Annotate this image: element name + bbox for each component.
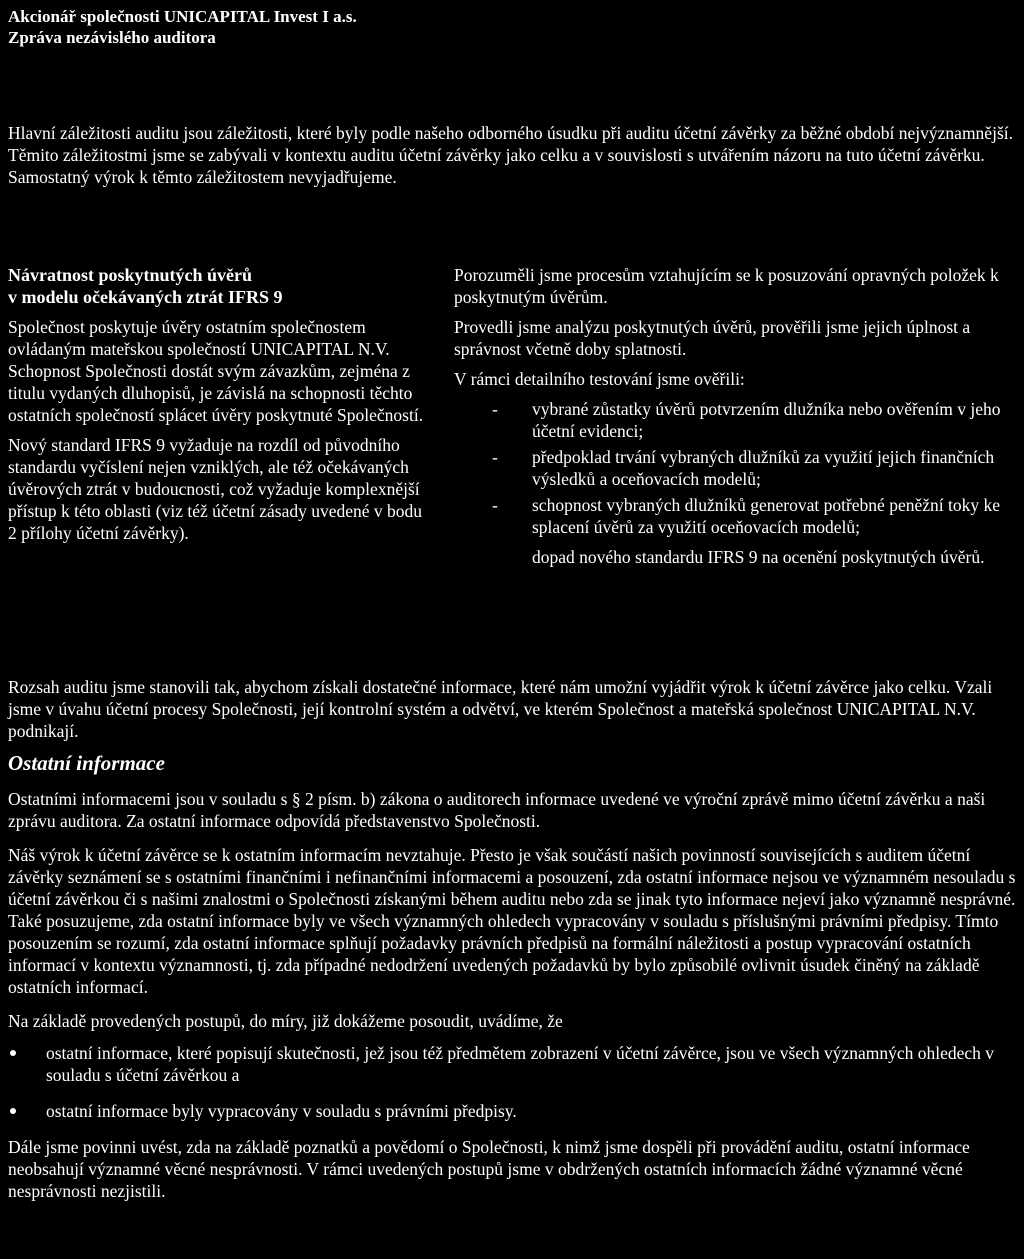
list-item-text: ostatní informace byly vypracovány v souladu s právními předpisy. [46,1101,517,1121]
dash-marker: - [492,495,498,515]
intro-paragraph: Hlavní záležitosti auditu jsou záležitosti, které byly podle našeho odborného úsudku při auditu účetní závěrky za běžné období nejvýznamnější. Těmito záležitostmi jsme se zabývali v kontextu auditu účetní závěrky jako celku a v souvislosti s utvářením názoru na tuto účetní závěrku. Samostatný výrok k těmto záležitostem nevyjadřujeme. [8,123,1013,187]
other-info-bullet-list [8,1042,1020,1122]
list-item-text: vybrané zůstatky úvěrů potvrzením dlužníka nebo ověřením v jeho účetní evidenci; [532,399,1001,441]
kam-right-paragraph-1: Porozuměli jsme procesům vztahujícím se k posuzování opravných položek k poskytnutým úvěrům. [454,265,999,307]
kam-description-column [8,264,428,552]
list-item [454,398,1024,442]
lower-section [8,676,1020,1210]
other-info-paragraph-1: Ostatními informacemi jsou v souladu s § 2 písm. b) zákona o auditorech informace uvedené ve výroční zprávě mimo účetní závěrku a naši zprávu auditora. Za ostatní informace odpovídá představenstvo Společnosti. [8,789,986,831]
kam-right-paragraph-3: V rámci detailního testování jsme ověřili: [454,369,745,389]
key-audit-matter [8,264,1024,624]
page-header [8,6,357,48]
bullet-dot-icon [10,1050,16,1056]
dash-marker: - [492,399,498,419]
list-item-text: předpoklad trvání vybraných dlužníků za využití jejich finančních výsledků a oceňovacích modelů; [532,447,995,489]
audit-scope-paragraph: Rozsah auditu jsme stanovili tak, abychom získali dostatečné informace, které nám umožní vyjádřit výrok k účetní závěrce jako celku. Vzali jsme v úvahu účetní procesy Společnosti, její kontrolní systém a odvětví, ve kterém Společnost a mateřská společnost UNICAPITAL N.V. podnikají. [8,677,993,741]
list-item [454,494,1024,538]
kam-procedure-list [454,398,1024,568]
other-info-paragraph-2: Náš výrok k účetní závěrce se k ostatním informacím nevztahuje. Přesto je však součástí našich povinností souvisejících s auditem účetní závěrky seznámení se s ostatními finančními i nefinančními informacemi a posouzení, zda ostatní informace nejsou ve významném nesouladu s účetní závěrkou či s našimi znalostmi o Společnosti získanými během auditu nebo zda se jinak tyto informace nejeví jako významně nesprávné. Také posuzujeme, zda ostatní informace byly ve všech významných ohledech vypracovány v souladu s příslušnými právními předpisy. Tímto posouzením se rozumí, zda ostatní informace splňují požadavky právních předpisů na formální náležitosti a postup vypracování ostatních informací v kontextu významnosti, tj. zda případné nedodržení uvedených požadavků by bylo způsobilé ovlivnit úsudek činěný na základě ostatních informací. [8,845,1016,997]
kam-left-paragraph-1: Společnost poskytuje úvěry ostatním společnostem ovládaným mateřskou společností UNICAPITAL N.V. Schopnost Společnosti dostát svým závazkům, zejména z titulu vydaných dluhopisů, je závislá na schopnosti těchto ostatních společností splácet úvěry poskytnuté Společností. [8,317,424,425]
kam-title [8,264,428,308]
list-item-text: dopad nového standardu IFRS 9 na ocenění poskytnutých úvěrů. [532,547,985,567]
kam-left-paragraph-2: Nový standard IFRS 9 vyžaduje na rozdíl od původního standardu vyčíslení nejen vzniklých, ale též očekávaných úvěrových ztrát v budoucnosti, což vyžaduje komplexnější přístup k této oblasti (viz též účetní zásady uvedené v bodu 2 přílohy účetní závěrky). [8,435,423,543]
kam-title-line-1: Návratnost poskytnutých úvěrů [8,265,253,285]
header-company: Akcionář společnosti UNICAPITAL Invest I a.s. [8,7,357,26]
header-report-title: Zpráva nezávislého auditora [8,28,216,47]
other-info-paragraph-4: Dále jsme povinni uvést, zda na základě poznatků a povědomí o Společnosti, k nimž jsme dospěli při provádění auditu, ostatní informace neobsahují významné věcné nesprávnosti. V rámci uvedených postupů jsme v obdržených ostatních informacích žádné významné věcné nesprávnosti nezjistili. [8,1137,970,1201]
other-information-heading: Ostatní informace [8,751,165,775]
kam-title-line-2: v modelu očekávaných ztrát IFRS 9 [8,287,283,307]
list-item-text: schopnost vybraných dlužníků generovat potřebné peněžní toky ke splacení úvěrů za využití oceňovacích modelů; [532,495,1000,537]
list-item [8,1042,1020,1086]
kam-right-paragraph-2: Provedli jsme analýzu poskytnutých úvěrů, prověřili jsme jejich úplnost a správnost včetně doby splatnosti. [454,317,971,359]
kam-response-column [454,264,1024,572]
other-info-paragraph-3: Na základě provedených postupů, do míry, již dokážeme posoudit, uvádíme, že [8,1011,563,1031]
list-item [454,446,1024,490]
list-item [454,546,1024,568]
list-item [8,1100,1020,1122]
bullet-dot-icon [10,1108,16,1114]
dash-marker: - [492,447,498,467]
list-item-text: ostatní informace, které popisují skutečnosti, jež jsou též předmětem zobrazení v účetní závěrce, jsou ve všech významných ohledech v souladu s účetní závěrkou a [46,1043,995,1085]
